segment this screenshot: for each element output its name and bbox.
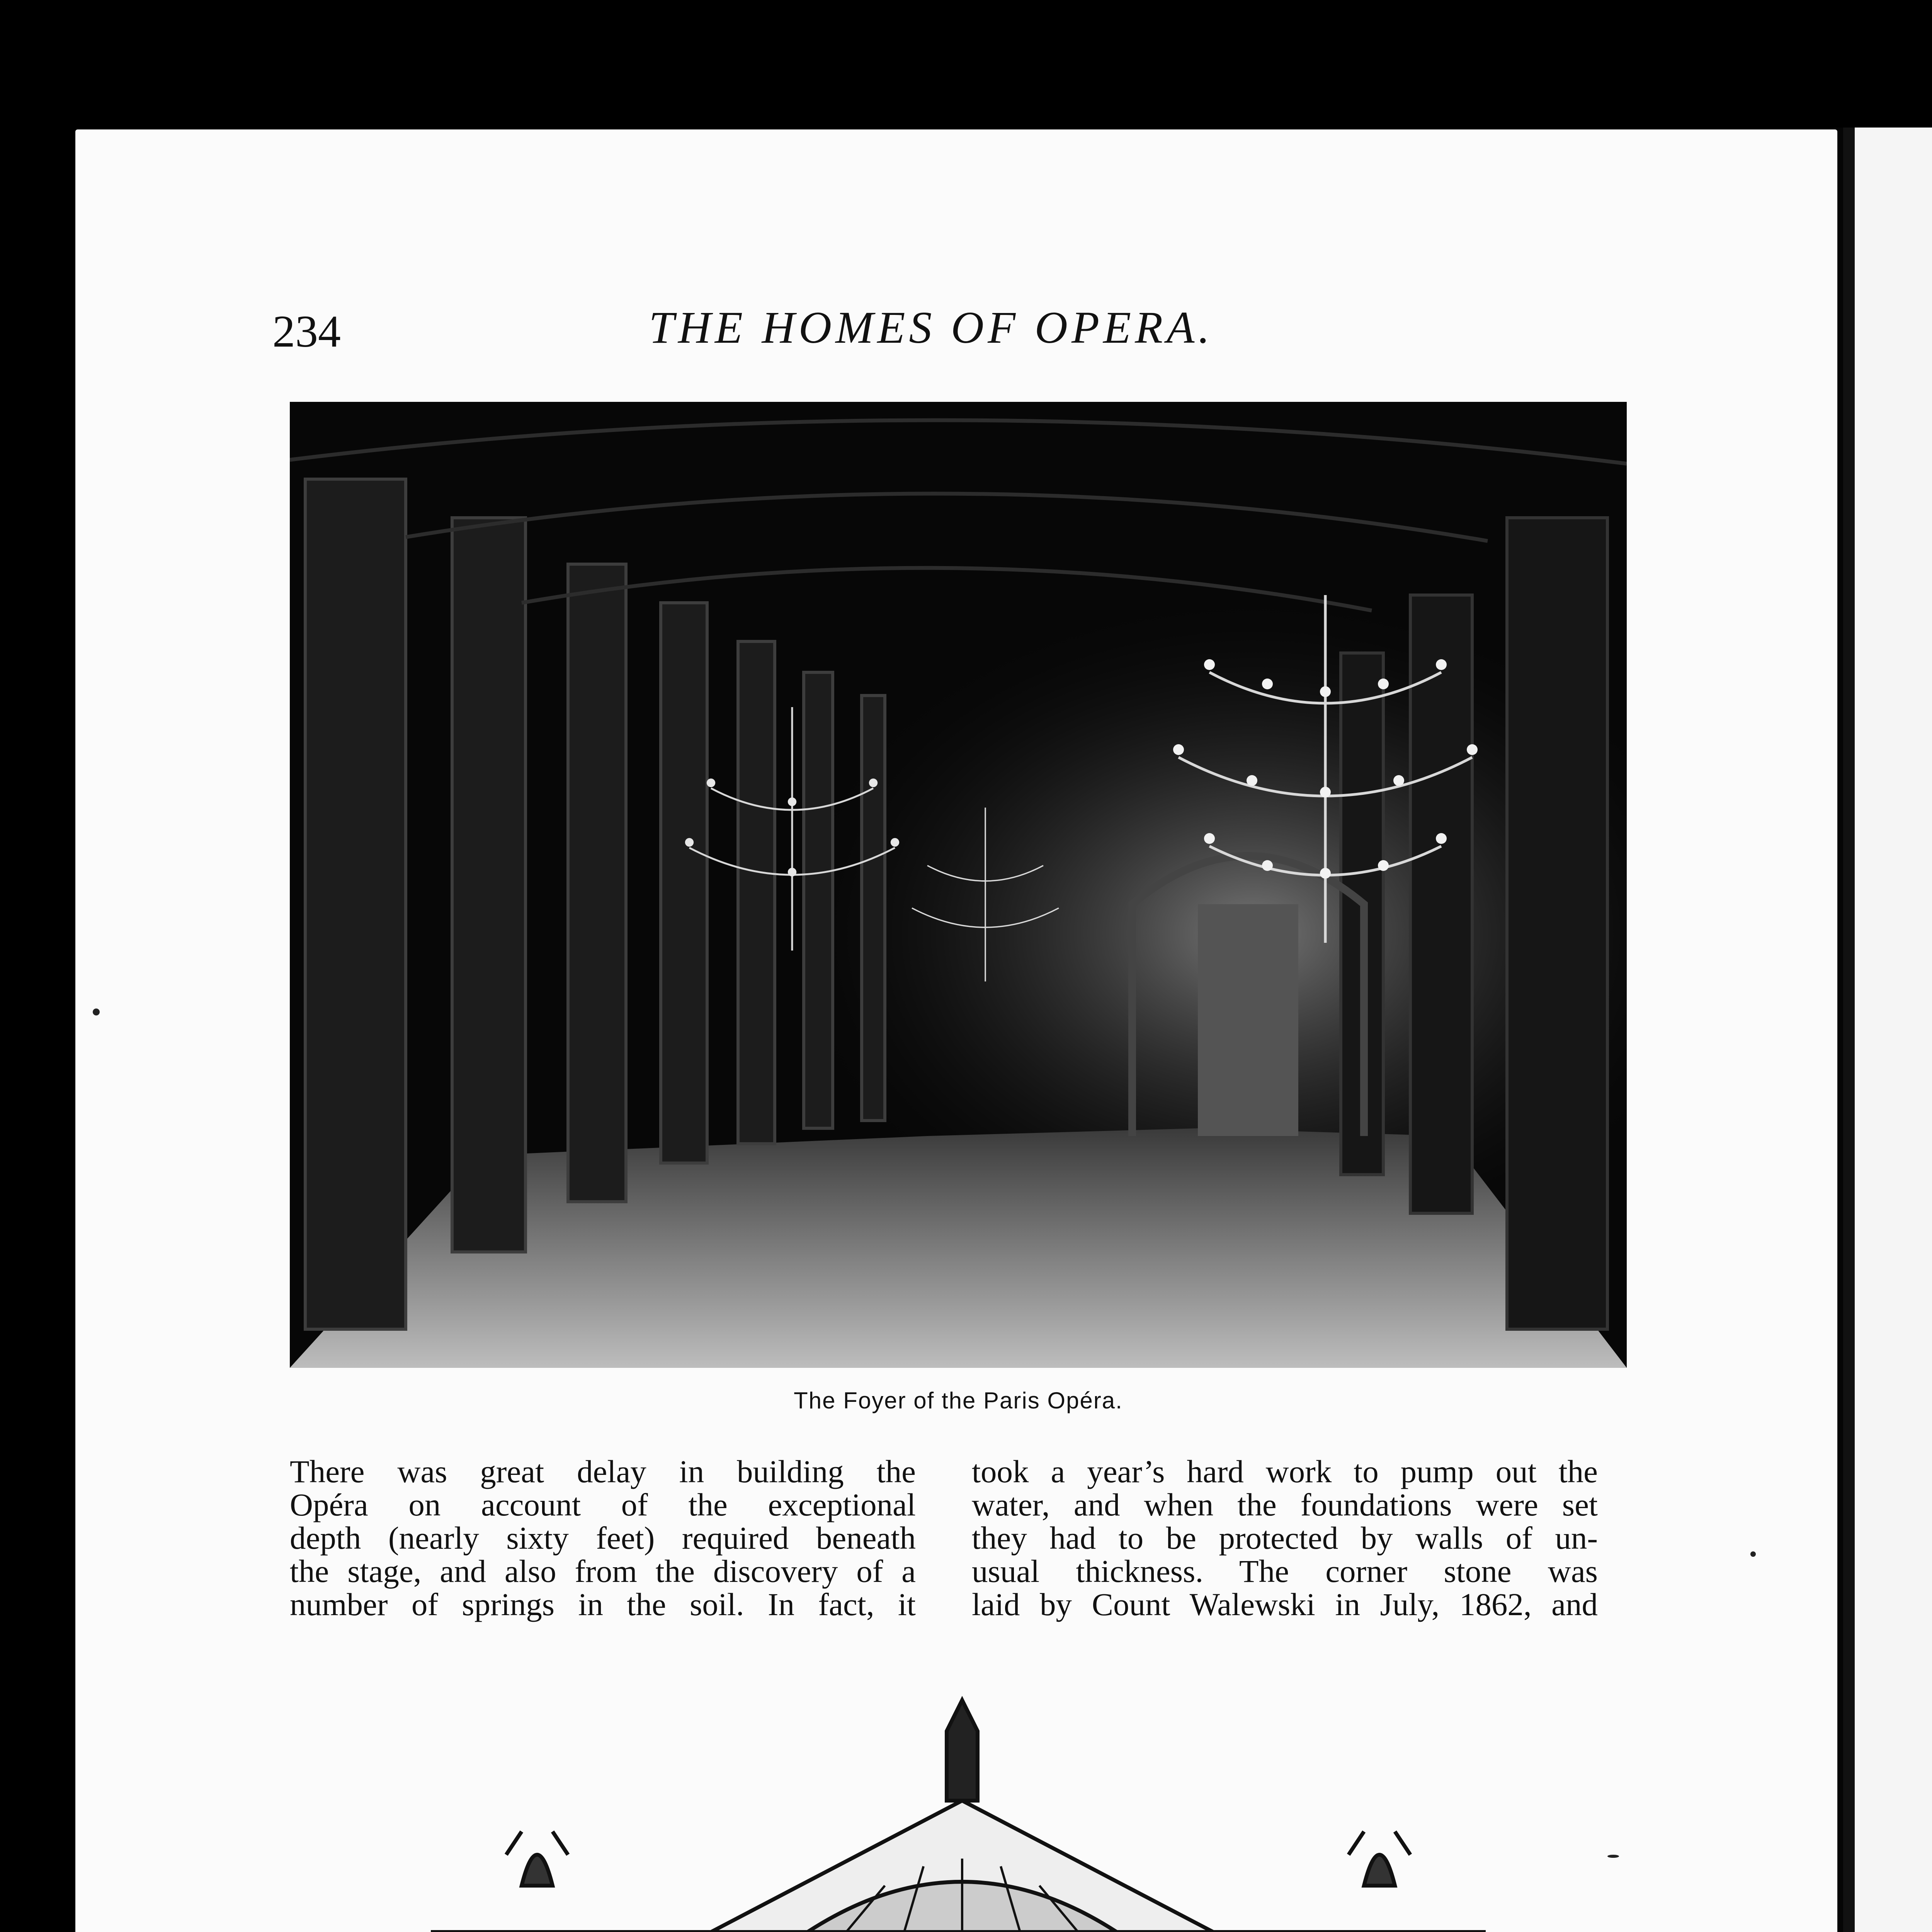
- foyer-photo-illustration: [290, 402, 1627, 1368]
- dust-speck: [1750, 1551, 1756, 1557]
- text-line: took a year’s hard work to pump out the: [972, 1454, 1598, 1489]
- foyer-caption: The Foyer of the Paris Opéra.: [794, 1388, 1123, 1413]
- page-number: 234: [272, 306, 341, 357]
- opera-facade-illustration: [305, 1685, 1611, 1932]
- body-text-right-column: [972, 1455, 1598, 1656]
- foyer-photograph: [290, 402, 1627, 1368]
- text-line: laid by Count Walewski in July, 1862, and: [972, 1587, 1598, 1622]
- text-line: water, and when the foundations were set: [972, 1487, 1598, 1522]
- text-line: they had to be protected by walls of un-: [972, 1520, 1598, 1556]
- text-line: depth (nearly sixty feet) required beneath: [290, 1520, 916, 1556]
- text-line: the stage, and also from the discovery of a: [290, 1553, 916, 1589]
- dust-speck: [1607, 1855, 1619, 1858]
- facing-page-edge: [1843, 128, 1932, 1932]
- text-line: Opéra on account of the exceptional: [290, 1487, 916, 1522]
- text-line: There was great delay in building the: [290, 1454, 916, 1489]
- body-text-left-column: [290, 1455, 916, 1656]
- text-line: number of springs in the soil. In fact, it: [290, 1587, 916, 1622]
- opera-exterior-drawing: [305, 1685, 1611, 1932]
- dust-speck: [93, 1009, 100, 1015]
- running-head: THE HOMES OF OPERA.: [649, 302, 1214, 353]
- text-line: usual thickness. The corner stone was: [972, 1553, 1598, 1589]
